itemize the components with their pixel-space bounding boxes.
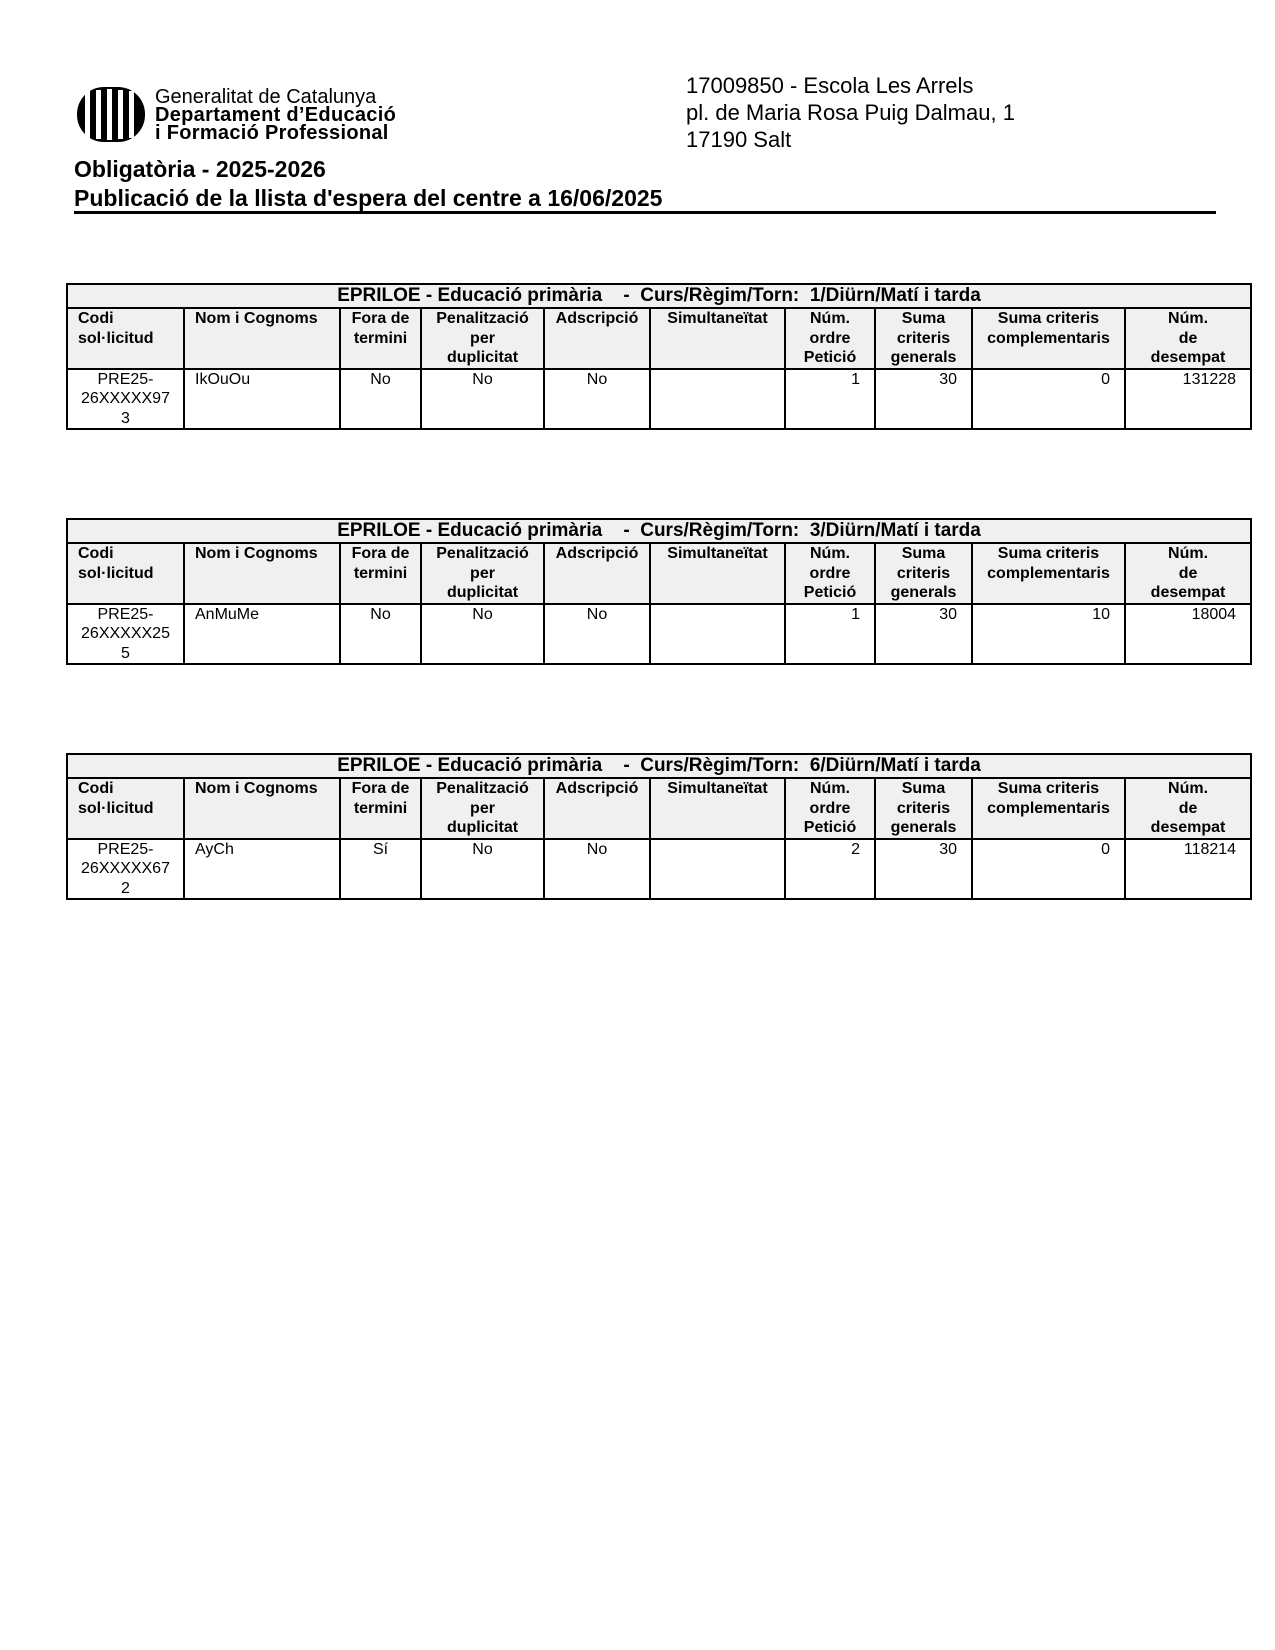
text-line: Adscripció <box>555 545 639 562</box>
column-header <box>785 778 875 839</box>
cell-nom: AnMuMe <box>184 604 340 665</box>
cell-nom: IkOuOu <box>184 369 340 430</box>
text-line: desempat <box>1150 584 1226 601</box>
text-line: desempat <box>1150 349 1226 366</box>
cell-nom: AyCh <box>184 839 340 900</box>
column-header <box>421 543 544 604</box>
text-line: ordre <box>809 564 851 582</box>
table-caption: EPRILOE - Educació primària - Curs/Règim/Torn: 6/Diürn/Matí i tarda <box>67 754 1251 778</box>
document-title: Obligatòria - 2025-2026 <box>74 156 326 182</box>
text-line: generals <box>890 349 957 366</box>
text-line: Suma criteris <box>997 780 1100 797</box>
cell-suma-complementaris: 10 <box>972 604 1125 665</box>
text-line: Fora de <box>351 310 410 327</box>
cell-num-ordre: 1 <box>785 604 875 665</box>
text-line: Fora de <box>351 545 410 562</box>
cell-suma-generals: 30 <box>875 839 972 900</box>
text-line: 3 <box>121 409 130 427</box>
column-header <box>972 543 1125 604</box>
cell-adscripcio: No <box>544 369 650 430</box>
school-postcode-city: 17190 Salt <box>686 127 792 152</box>
logo-line-2: Departament d’Educació <box>155 103 397 126</box>
text-line: Núm. <box>1168 310 1209 327</box>
column-header <box>421 308 544 369</box>
cell-num-desempat: 18004 <box>1125 604 1251 665</box>
column-header <box>972 308 1125 369</box>
text-line: Simultaneïtat <box>667 545 768 562</box>
column-header <box>875 778 972 839</box>
table-caption: EPRILOE - Educació primària - Curs/Règim/Torn: 1/Diürn/Matí i tarda <box>67 284 1251 308</box>
table-header-row <box>67 308 1251 369</box>
text-line: complementaris <box>987 799 1110 817</box>
column-header <box>1125 543 1251 604</box>
school-code-name: 17009850 - Escola Les Arrels <box>686 73 974 98</box>
text-line: sol·licitud <box>78 799 154 817</box>
text-line: desempat <box>1150 819 1226 836</box>
table-row <box>67 839 1251 900</box>
text-line: de <box>1178 329 1198 347</box>
column-header <box>972 778 1125 839</box>
cell-penalitzacio: No <box>421 839 544 900</box>
cell-penalitzacio: No <box>421 369 544 430</box>
cell-num-desempat: 131228 <box>1125 369 1251 430</box>
text-line: Penalització <box>436 310 529 327</box>
text-line: criteris <box>896 329 951 347</box>
cell-fora-termini: No <box>340 369 421 430</box>
text-line: Suma <box>901 310 946 327</box>
text-line: de <box>1178 799 1198 817</box>
text-line: per <box>470 799 495 817</box>
table-header-row <box>67 543 1251 604</box>
text-line: criteris <box>896 799 951 817</box>
text-line: PRE25- <box>97 840 154 858</box>
column-header <box>184 778 340 839</box>
text-line: 26XXXXX97 <box>81 390 170 407</box>
text-line: Simultaneïtat <box>667 310 768 327</box>
text-line: complementaris <box>987 564 1110 582</box>
text-line: Petició <box>803 819 857 836</box>
text-line: termini <box>353 329 408 347</box>
column-header <box>184 543 340 604</box>
text-line: complementaris <box>987 329 1110 347</box>
column-header <box>875 543 972 604</box>
cell-adscripcio: No <box>544 604 650 665</box>
school-info <box>686 72 1015 153</box>
text-line: Adscripció <box>555 310 639 327</box>
waiting-list-table <box>66 283 1250 430</box>
cell-adscripcio: No <box>544 839 650 900</box>
text-line: termini <box>353 799 408 817</box>
column-header <box>650 778 785 839</box>
waiting-list-table <box>66 518 1250 665</box>
text-line: per <box>470 564 495 582</box>
text-line: 26XXXXX67 <box>81 860 170 877</box>
cell-simultaneitat <box>650 369 785 430</box>
text-line: duplicitat <box>446 819 519 836</box>
cell-codi <box>67 604 184 665</box>
cell-simultaneitat <box>650 604 785 665</box>
text-line: generals <box>890 819 957 836</box>
table-row <box>67 604 1251 665</box>
logo-line-3: i Formació Professional <box>155 121 389 144</box>
column-header <box>340 543 421 604</box>
text-line: PRE25- <box>97 605 154 623</box>
text-line: Suma criteris <box>997 545 1100 562</box>
text-line: Nom i Cognoms <box>195 545 318 562</box>
column-header <box>785 308 875 369</box>
cell-fora-termini: No <box>340 604 421 665</box>
cell-codi <box>67 369 184 430</box>
text-line: Núm. <box>810 780 850 797</box>
cell-suma-generals: 30 <box>875 369 972 430</box>
cell-suma-generals: 30 <box>875 604 972 665</box>
column-header <box>785 543 875 604</box>
text-line: 5 <box>121 644 130 662</box>
table-caption: EPRILOE - Educació primària - Curs/Règim/Torn: 3/Diürn/Matí i tarda <box>67 519 1251 543</box>
text-line: Petició <box>803 349 857 366</box>
school-address: pl. de Maria Rosa Puig Dalmau, 1 <box>686 100 1015 125</box>
text-line: generals <box>890 584 957 601</box>
cell-fora-termini: Sí <box>340 839 421 900</box>
cell-penalitzacio: No <box>421 604 544 665</box>
text-line: 2 <box>121 879 130 897</box>
title-divider <box>74 211 1216 214</box>
column-header <box>184 308 340 369</box>
text-line: Codi <box>78 780 114 797</box>
document-titles <box>74 155 662 213</box>
column-header <box>544 308 650 369</box>
column-header <box>340 308 421 369</box>
table-header-row <box>67 778 1251 839</box>
column-header <box>340 778 421 839</box>
text-line: Codi <box>78 545 114 562</box>
column-header <box>544 543 650 604</box>
text-line: duplicitat <box>446 584 519 601</box>
text-line: Núm. <box>1168 780 1209 797</box>
text-line: criteris <box>896 564 951 582</box>
cell-codi <box>67 839 184 900</box>
generalitat-emblem-icon <box>76 86 146 143</box>
document-subtitle: Publicació de la llista d'espera del centre a 16/06/2025 <box>74 185 663 211</box>
column-header <box>650 308 785 369</box>
text-line: Suma criteris <box>997 310 1100 327</box>
text-line: Adscripció <box>555 780 639 797</box>
generalitat-logo <box>76 86 396 143</box>
text-line: PRE25- <box>97 370 154 388</box>
cell-simultaneitat <box>650 839 785 900</box>
cell-num-desempat: 118214 <box>1125 839 1251 900</box>
text-line: de <box>1178 564 1198 582</box>
text-line: sol·licitud <box>78 329 154 347</box>
text-line: Núm. <box>1168 545 1209 562</box>
logo-line-1: Generalitat de Catalunya <box>155 85 377 108</box>
text-line: ordre <box>809 329 851 347</box>
text-line: Simultaneïtat <box>667 780 768 797</box>
text-line: Petició <box>803 584 857 601</box>
text-line: Fora de <box>351 780 410 797</box>
text-line: Nom i Cognoms <box>195 780 318 797</box>
cell-num-ordre: 2 <box>785 839 875 900</box>
column-header <box>544 778 650 839</box>
text-line: Penalització <box>436 780 529 797</box>
column-header <box>875 308 972 369</box>
cell-suma-complementaris: 0 <box>972 369 1125 430</box>
text-line: per <box>470 329 495 347</box>
text-line: Núm. <box>810 545 850 562</box>
column-header <box>1125 778 1251 839</box>
column-header <box>67 308 184 369</box>
text-line: Penalització <box>436 545 529 562</box>
column-header <box>650 543 785 604</box>
text-line: Suma <box>901 545 946 562</box>
waiting-list-table <box>66 753 1250 900</box>
text-line: 26XXXXX25 <box>81 625 170 642</box>
table-row <box>67 369 1251 430</box>
text-line: Suma <box>901 780 946 797</box>
column-header <box>67 778 184 839</box>
cell-num-ordre: 1 <box>785 369 875 430</box>
column-header <box>1125 308 1251 369</box>
text-line: duplicitat <box>446 349 519 366</box>
text-line: Codi <box>78 310 114 327</box>
text-line: Nom i Cognoms <box>195 310 318 327</box>
text-line: ordre <box>809 799 851 817</box>
text-line: Núm. <box>810 310 850 327</box>
text-line: termini <box>353 564 408 582</box>
column-header <box>67 543 184 604</box>
cell-suma-complementaris: 0 <box>972 839 1125 900</box>
text-line: sol·licitud <box>78 564 154 582</box>
column-header <box>421 778 544 839</box>
